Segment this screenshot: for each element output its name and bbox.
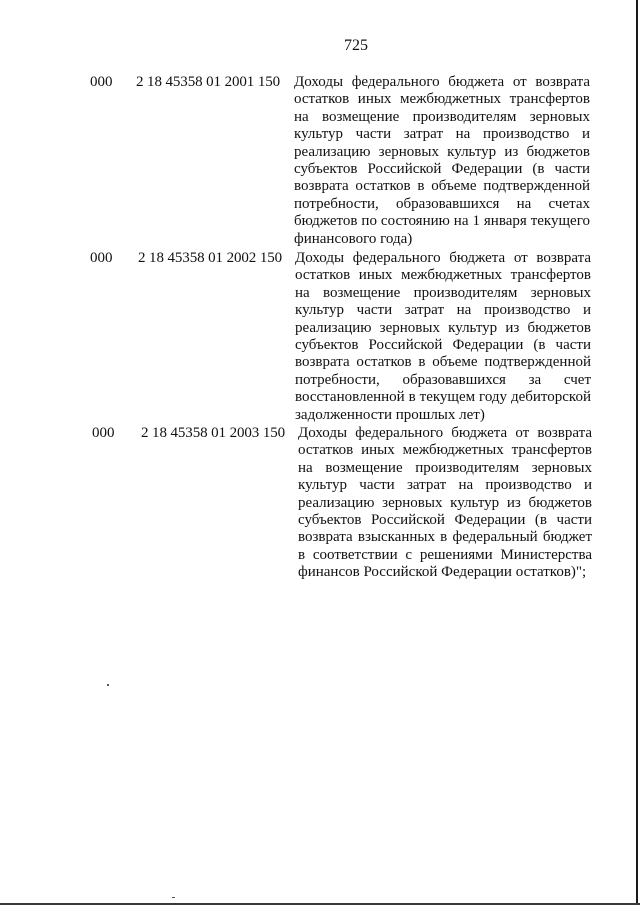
admin-code: 000 [92, 425, 115, 441]
revenue-description: Доходы федерального бюджета от возврата остатков иных межбюджетных трансфертов на возмещение производителям зерновых культур части затрат на производство и реализацию зерновых культур из бюджетов субъектов Российской Федерации (в части возврата остатков в объеме подтвержденной потребности, образовавшихся за счет восстановленной в текущем году дебиторской задолженности прошлых лет) [295, 250, 591, 423]
budget-classification-code: 2 18 45358 01 2001 150 [136, 74, 281, 90]
scan-edge-right [636, 0, 638, 905]
admin-code: 000 [90, 250, 113, 266]
budget-classification-code: 2 18 45358 01 2003 150 [141, 425, 286, 441]
revenue-description: Доходы федерального бюджета от возврата остатков иных межбюджетных трансфертов на возмещение производителям зерновых культур части затрат на производство и реализацию зерновых культур из бюджетов субъектов Российской Федерации (в части возврата взысканных в федеральный бюджет в соответствии с решениями Министерства финансов Российской Федерации остатков)"; [298, 425, 592, 581]
revenue-description: Доходы федерального бюджета от возврата остатков иных межбюджетных трансфертов на возмещение производителям зерновых культур части затрат на производство и реализацию зерновых культур из бюджетов субъектов Российской Федерации (в части возврата остатков в объеме подтвержденной потребности, образовавшихся на счетах бюджетов по состоянию на 1 января текущего финансового года) [294, 74, 590, 247]
scan-speck [172, 897, 175, 898]
scan-speck [107, 684, 109, 686]
admin-code: 000 [90, 74, 113, 90]
budget-classification-code: 2 18 45358 01 2002 150 [138, 250, 283, 266]
page-number: 725 [344, 37, 368, 54]
